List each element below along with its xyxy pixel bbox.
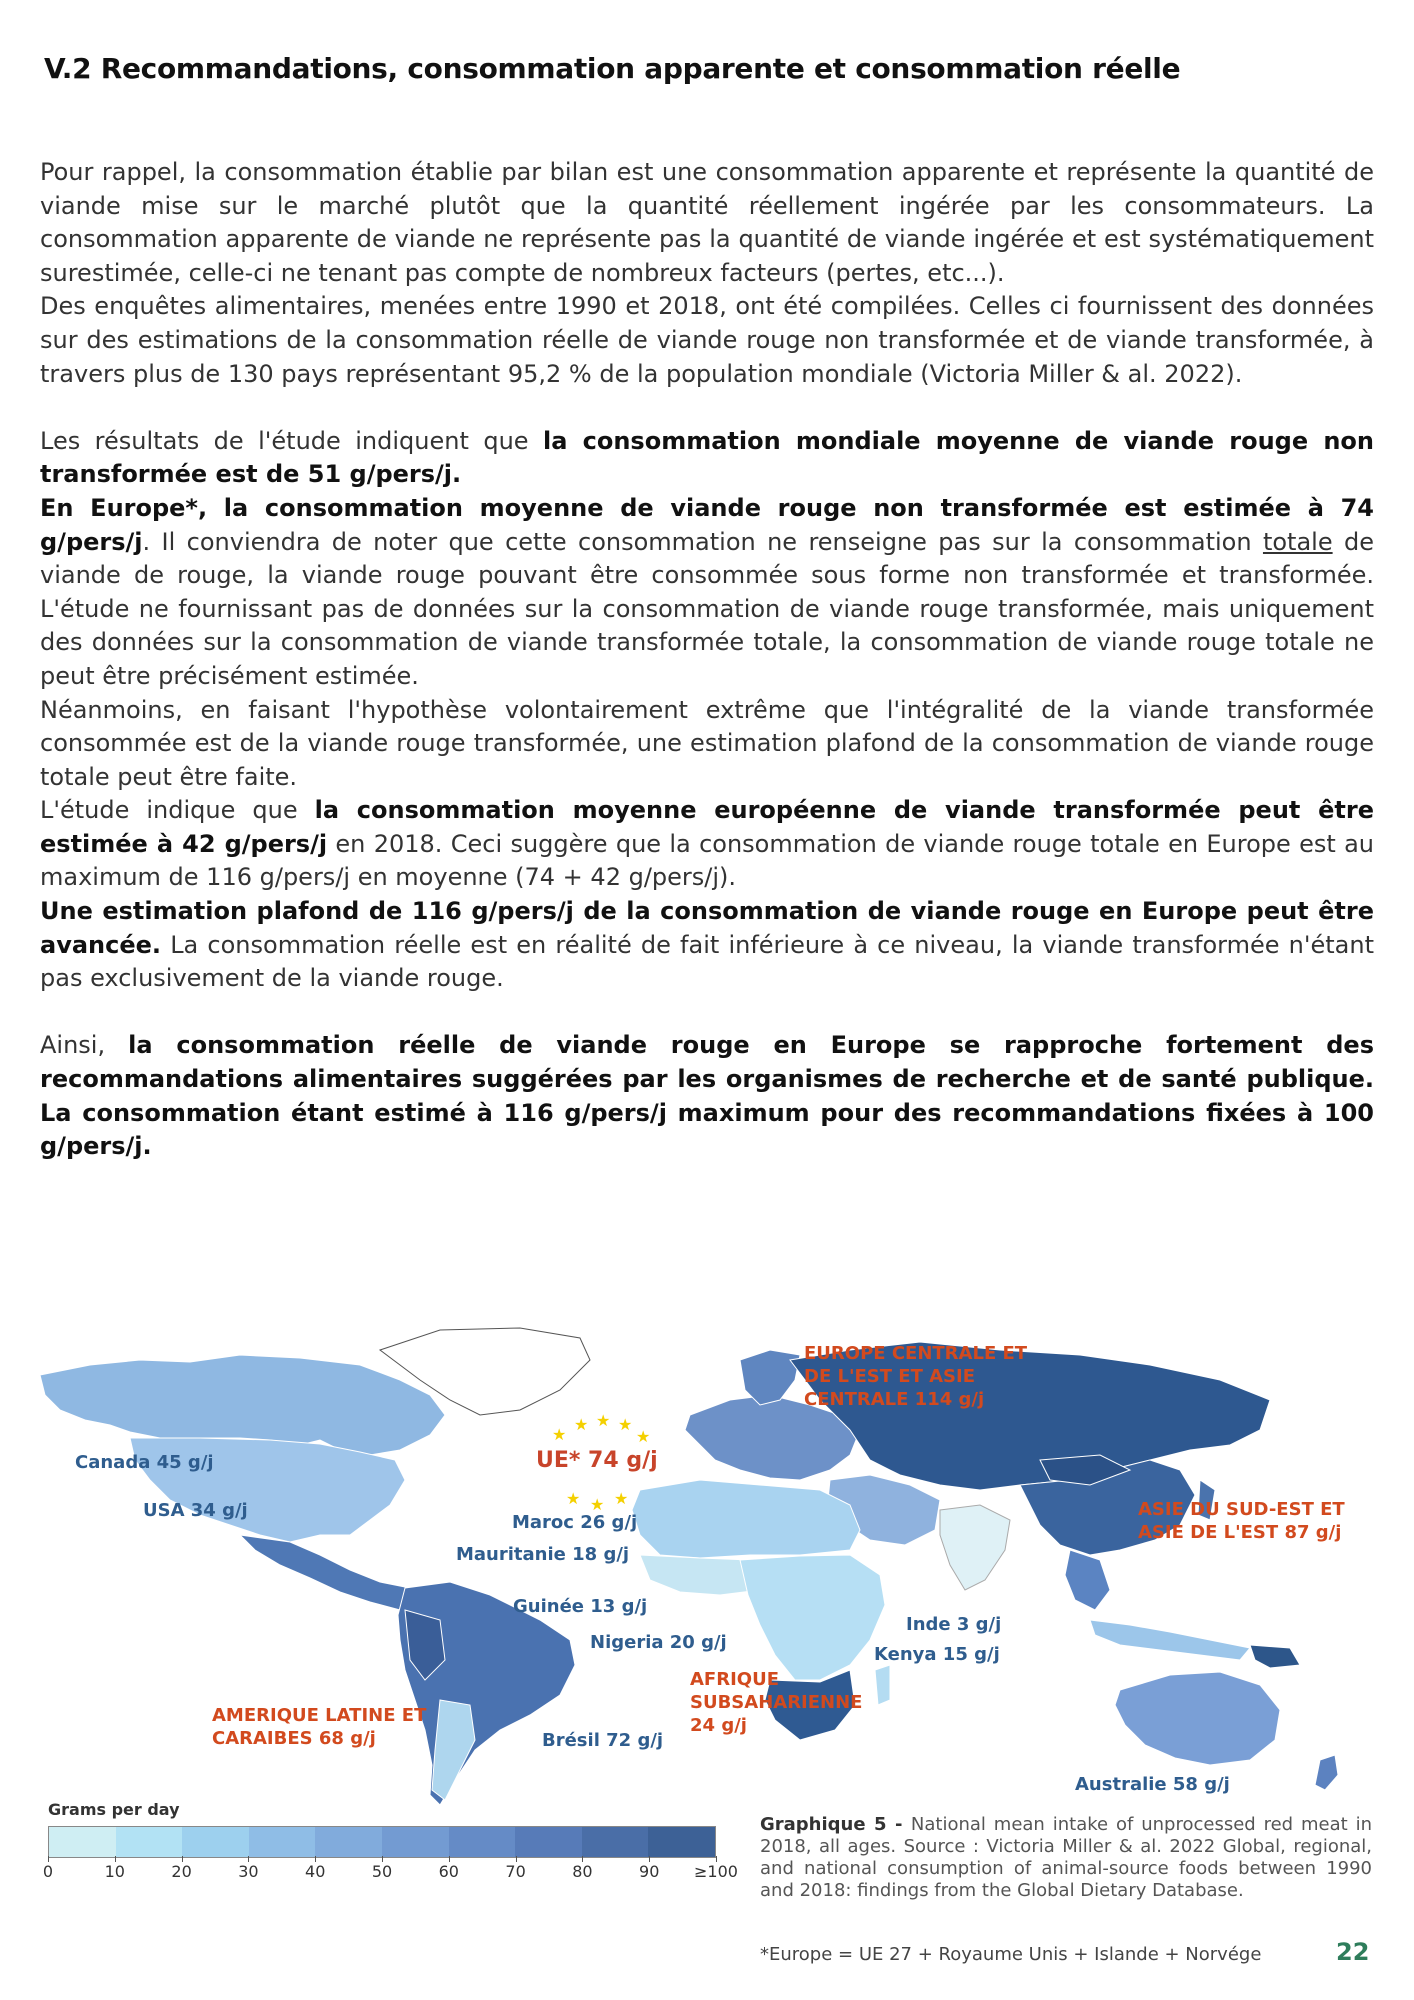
world-map [0,1320,1414,1820]
eu-star: ★ [614,1489,629,1508]
page-number: 22 [1336,1938,1370,1966]
footnote: *Europe = UE 27 + Royaume Unis + Islande + Norvége [760,1944,1262,1965]
body-text [40,156,1374,1164]
figure-caption [760,1814,1372,1902]
legend-swatch [449,1827,516,1857]
eu-star: ★ [636,1427,651,1446]
legend-swatch [49,1827,116,1857]
paragraph-5: Néanmoins, en faisant l'hypothèse volontairement extrême que l'intégralité de la viande transformée consommée est de la viande rouge transformée, une estimation plafond de la consommation de viande rouge totale peut être faite. [40,695,1374,791]
india-shape [940,1505,1010,1590]
label-nigeria: Nigeria 20 g/j [590,1632,727,1653]
map-legend [42,1800,738,1881]
label-usa: USA 34 g/j [143,1500,248,1521]
legend-color-bar [48,1826,716,1858]
legend-swatch [648,1827,715,1857]
legend-tick-label: 60 [438,1862,459,1881]
papua-shape [1250,1645,1300,1668]
label-africa-ss: AFRIQUE SUBSAHARIENNE 24 g/j [690,1669,863,1736]
eu-star: ★ [566,1489,581,1508]
paragraph-6: L'étude indique que la consommation moyenne européenne de viande transformée peut être estimée à 42 g/pers/j en 2018. Ceci suggère que la consommation de viande rouge totale en Europe est au maximum de 116 g/pers/j en moyenne (74 + 42 g/pers/j). [40,796,1375,892]
eu-star: ★ [590,1495,605,1514]
eu-star: ★ [596,1411,611,1430]
eu-star: ★ [618,1415,633,1434]
label-asia-se: ASIE DU SUD-EST ET ASIE DE L'EST 87 g/j [1138,1499,1345,1543]
argentina-shape [432,1700,475,1800]
label-maroc: Maroc 26 g/j [512,1512,638,1533]
legend-tick-label: 90 [639,1862,660,1881]
paragraph-2: Des enquêtes alimentaires, menées entre 1990 et 2018, ont été compilées. Celles ci fournissent des données sur des estimations de la consommation réelle de viande rouge non transformée et de viande transformée, à travers plus de 130 pays représentant 95,2 % de la population mondiale (Victoria Miller & al. 2022). [40,292,1374,388]
label-europe-central: EUROPE CENTRALE ET DE L'EST ET ASIE CENTRALE 114 g/j [804,1343,1028,1410]
indonesia-shape [1090,1620,1250,1660]
new-zealand-shape [1315,1755,1338,1790]
legend-tick-label: ≥100 [694,1862,738,1881]
paragraph-4: En Europe*, la consommation moyenne de viande rouge non transformée est estimée à 74 g/pers/j. Il conviendra de noter que cette consommation ne renseigne pas sur la consommation totale de viande de rouge, la viande rouge pouvant être consommée sous forme non transformée et transformée. L'étude ne fournissant pas de données sur la consommation de viande rouge transformée, mais uniquement des données sur la consommation de viande transformée totale, la consommation de viande rouge totale ne peut être précisément estimée. [40,493,1374,690]
paragraph-8: Ainsi, la consommation réelle de viande rouge en Europe se rapproche fortement des recommandations alimentaires suggérées par les organismes de recherche et de santé publique. La consommation étant estimé à 116 g/pers/j maximum pour des recommandations fixées à 100 g/pers/j. [40,1031,1374,1161]
label-bresil: Brésil 72 g/j [542,1730,664,1751]
legend-tick-label: 80 [572,1862,593,1881]
eu-star: ★ [574,1415,589,1434]
scandinavia-shape [740,1350,800,1405]
legend-swatch [182,1827,249,1857]
section-heading: V.2 Recommandations, consommation apparente et consommation réelle [44,52,1181,85]
label-eu: UE* 74 g/j [536,1448,658,1473]
label-australie: Australie 58 g/j [1075,1774,1230,1795]
legend-tick-label: 0 [42,1862,54,1881]
legend-swatch [315,1827,382,1857]
legend-tick-label: 20 [171,1862,192,1881]
legend-swatch [116,1827,183,1857]
legend-tick-label: 70 [505,1862,526,1881]
north-africa-shape [632,1480,860,1558]
caption-text: National mean intake of unprocessed red meat in 2018, all ages. Source : Victoria Miller & al. 2022 Global, regional, and national consumption of animal-source foods between 1990 and 2018: findings from the Global Dietary Database. [760,1814,1372,1901]
label-latam: AMERIQUE LATINE ET CARAIBES 68 g/j [212,1705,427,1749]
legend-swatch [515,1827,582,1857]
paragraph-7: Une estimation plafond de 116 g/pers/j de la consommation de viande rouge en Europe peut être avancée. La consommation réelle est en réalité de fait inférieure à ce niveau, la viande transformée n'étant pas exclusivement de la viande rouge. [40,897,1374,993]
label-inde: Inde 3 g/j [906,1614,1002,1635]
australia-shape [1115,1672,1280,1765]
eu-star: ★ [552,1425,567,1444]
central-africa-shape [740,1555,885,1680]
legend-title: Grams per day [48,1800,180,1819]
label-canada: Canada 45 g/j [75,1452,214,1473]
paragraph-1: Pour rappel, la consommation établie par bilan est une consommation apparente et représente la quantité de viande mise sur le marché plutôt que la quantité réellement ingérée par les consommateurs. La consommation apparente de viande ne représente pas la quantité de viande ingérée et est systématiquement surestimée, celle-ci ne tenant pas compte de nombreux facteurs (pertes, etc...). [40,158,1374,287]
legend-tick-label: 10 [104,1862,125,1881]
legend-tick-label: 30 [238,1862,259,1881]
label-kenya: Kenya 15 g/j [874,1644,1000,1665]
legend-swatch [382,1827,449,1857]
label-mauritanie: Mauritanie 18 g/j [456,1544,630,1565]
legend-swatch [582,1827,649,1857]
caption-label: Graphique 5 - [760,1814,911,1835]
paragraph-3: Les résultats de l'étude indiquent que la consommation mondiale moyenne de viande rouge non transformée est de 51 g/pers/j. [40,426,1374,489]
southeast-asia-shape [1065,1550,1110,1610]
central-america-shape [240,1535,420,1610]
legend-tick-label: 50 [371,1862,393,1881]
legend-swatch [249,1827,316,1857]
legend-ticks [42,1856,738,1886]
label-guinee: Guinée 13 g/j [513,1596,648,1617]
madagascar-shape [875,1665,890,1705]
legend-tick-label: 40 [305,1862,326,1881]
